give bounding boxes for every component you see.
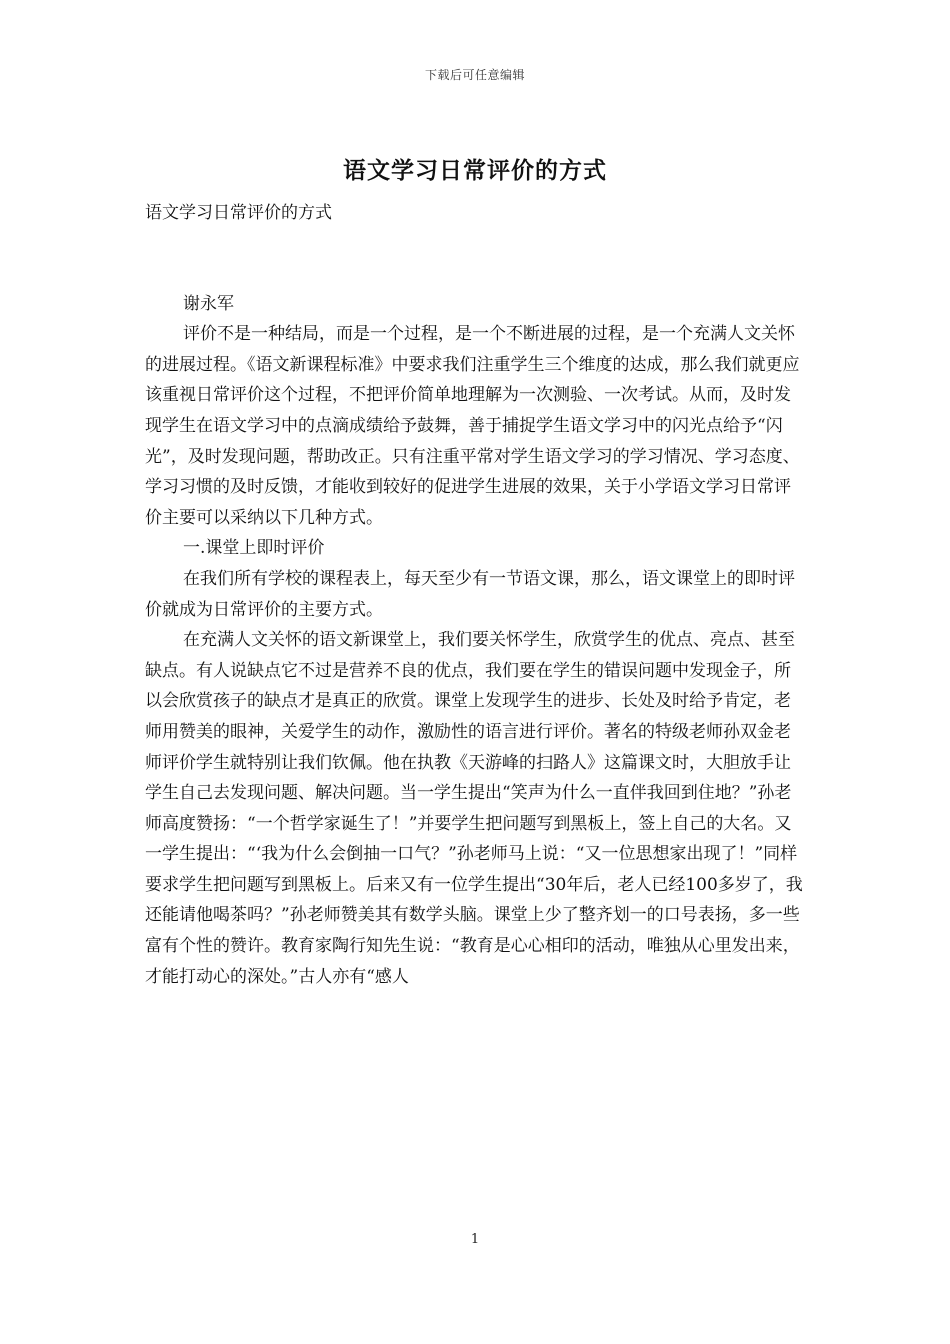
page-number: 1 (470, 1232, 480, 1247)
document-subtitle: 语文学习日常评价的方式 (145, 203, 332, 223)
page-header-note: 下载后可任意编辑 (424, 68, 525, 82)
author-name: 谢永军 (183, 293, 234, 314)
paragraph-humanistic-care: 在充满人文关怀的语文新课堂上，我们要关怀学生，欣赏学生的优点、亮点、甚至缺点。有人说缺点它不过是营养不良的优点，我们要在学生的错误问题中发现金子，所以会欣赏孩子的缺点才是真正的欣赏。课堂上发现学生的进步、长处及时给予肯定，老师用赞美的眼神，关爱学生的动作，激励性的语言进行评价。著名的特级老师孙双金老师评价学生就特别让我们钦佩。他在执教《天游峰的扫路人》这篇课文时，大胆放手让学生自己去发现问题、解决问题。当一学生提出“笑声为什么一直伴我回到住地？”孙老师高度赞扬：“一个哲学家诞生了！”并要学生把问题写到黑板上，签上自己的大名。又一学生提出：“‘我为什么会倒抽一口气？”孙老师马上说：“又一位思想家出现了！”同样要求学生把问题写到黑板上。后来又有一位学生提出“30年后，老人已经100多岁了，我还能请他喝茶吗？”孙老师赞美其有数学头脑。课堂上少了整齐划一的口号表扬，多一些富有个性的赞许。教育家陶行知先生说：“教育是心心相印的活动，唯独从心里发出来，才能打动心的深处。”古人亦有“感人 (145, 630, 803, 987)
document-body (145, 198, 807, 992)
paragraph-classroom: 在我们所有学校的课程表上，每天至少有一节语文课，那么，语文课堂上的即时评价就成为日常评价的主要方式。 (145, 568, 795, 620)
document-title: 语文学习日常评价的方式 (343, 157, 607, 184)
paragraph-intro: 评价不是一种结局，而是一个过程，是一个不断进展的过程，是一个充满人文关怀的进展过程。《语文新课程标准》中要求我们注重学生三个维度的达成，那么我们就更应该重视日常评价这个过程，不把评价简单地理解为一次测验、一次考试。从而，及时发现学生在语文学习中的点滴成绩给予鼓舞，善于捕捉学生语文学习中的闪光点给予“闪光”，及时发现问题，帮助改正。只有注重平常对学生语文学习的学习情况、学习态度、学习习惯的及时反馈，才能收到较好的促进学生进展的效果，关于小学语文学习日常评价主要可以采纳以下几种方式。 (145, 324, 800, 528)
section-heading-1: 一.课堂上即时评价 (183, 538, 325, 559)
